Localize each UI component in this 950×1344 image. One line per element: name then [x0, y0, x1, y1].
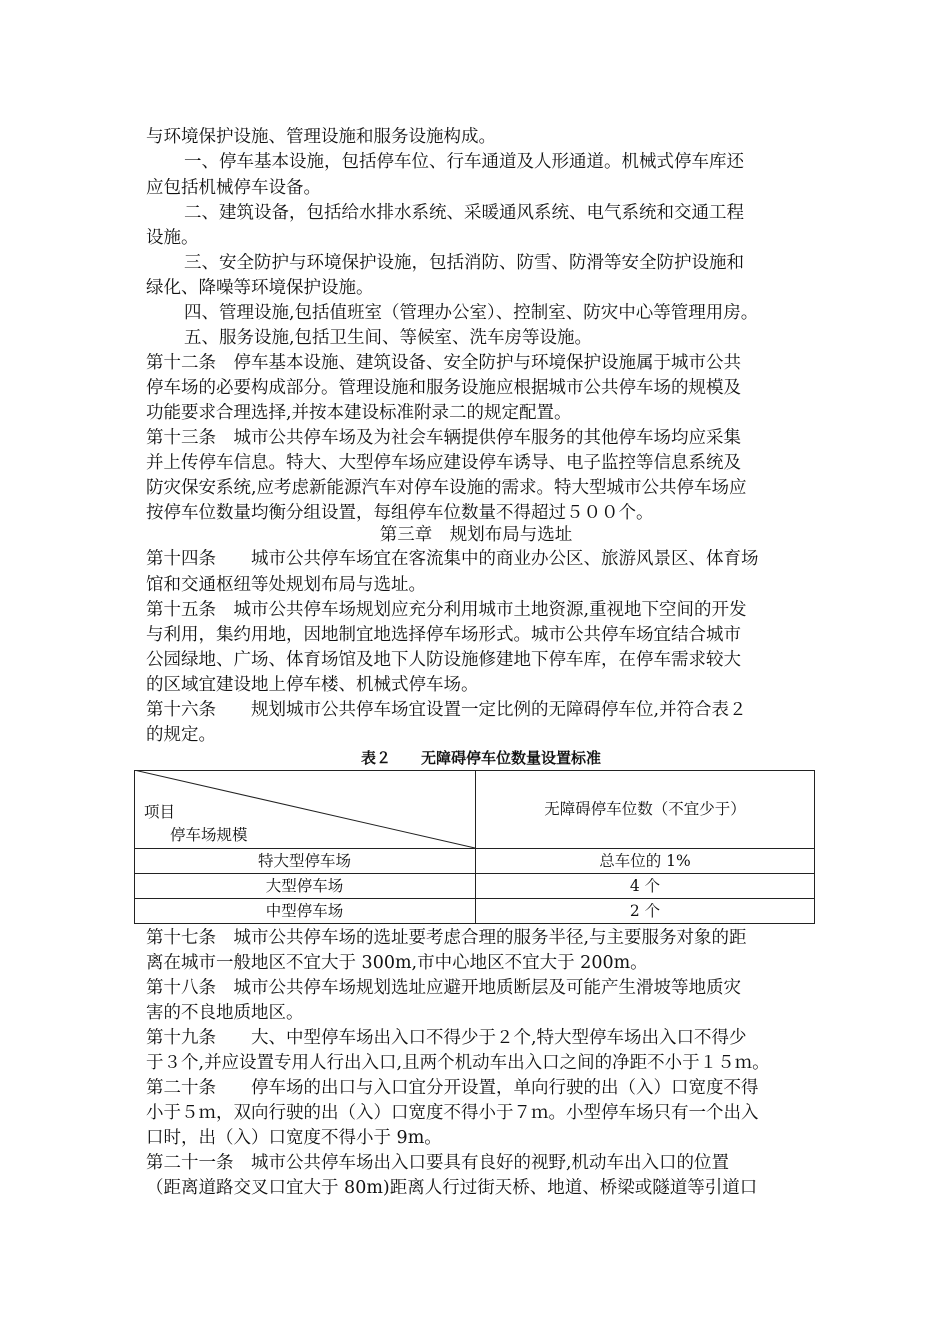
article-19-line: 第十九条 大、中型停车场出入口不得少于２个,特大型停车场出入口不得少 — [146, 1028, 747, 1048]
text-line: 小于５ｍ，双向行驶的出（入）口宽度不得小于７ｍ。小型停车场只有一个出入 — [146, 1103, 759, 1123]
text-line: 四、管理设施,包括值班室（管理办公室）、控制室、防灾中心等管理用房。 — [184, 303, 759, 323]
text-line: 与利用，集约用地，因地制宜地选择停车场形式。城市公共停车场宜结合城市 — [146, 625, 741, 645]
article-18-line: 第十八条 城市公共停车场规划选址应避开地质断层及可能产生滑坡等地质灾 — [146, 978, 741, 998]
text-line: 设施。 — [146, 228, 199, 248]
accessible-parking-table — [134, 770, 815, 924]
text-line: 于３个,并应设置专用人行出入口,且两个机动车出入口之间的净距不小于１５ｍ。 — [146, 1053, 770, 1073]
text-line: 绿化、降噪等环境保护设施。 — [146, 278, 374, 298]
table-cell-scale: 特大型停车场 — [257, 852, 351, 870]
article-15-line: 第十五条 城市公共停车场规划应充分利用城市土地资源,重视地下空间的开发 — [146, 600, 747, 620]
header-scale-label: 停车场规模 — [170, 826, 248, 844]
article-14-line: 第十四条 城市公共停车场宜在客流集中的商业办公区、旅游风景区、体育场 — [146, 549, 759, 569]
text-line: 的规定。 — [146, 725, 216, 745]
text-line: 功能要求合理选择,并按本建设标准附录二的规定配置。 — [146, 403, 572, 423]
table-border — [814, 770, 815, 924]
article-17-line: 第十七条 城市公共停车场的选址要考虑合理的服务半径,与主要服务对象的距 — [146, 928, 747, 948]
text-line: 害的不良地质地区。 — [146, 1003, 304, 1023]
table-caption: 表２ 无障碍停车位数量设置标准 — [360, 749, 601, 767]
text-line: 与环境保护设施、管理设施和服务设施构成。 — [146, 127, 496, 147]
text-line: 并上传停车信息。特大、大型停车场应建设停车诱导、电子监控等信息系统及 — [146, 453, 741, 473]
text-line: 口时，出（入）口宽度不得小于 9m。 — [146, 1128, 442, 1148]
article-13-line: 第十三条 城市公共停车场及为社会车辆提供停车服务的其他停车场均应采集 — [146, 428, 741, 448]
table-cell-scale: 大型停车场 — [265, 877, 344, 895]
text-line: 三、安全防护与环境保护设施，包括消防、防雪、防滑等安全防护设施和 — [184, 253, 744, 273]
text-line: 应包括机械停车设备。 — [146, 178, 321, 198]
table-cell-scale: 中型停车场 — [265, 902, 344, 920]
text-line: 停车场的必要构成部分。管理设施和服务设施应根据城市公共停车场的规模及 — [146, 378, 741, 398]
table-cell-count: 4 个 — [629, 877, 661, 895]
article-16-line: 第十六条 规划城市公共停车场宜设置一定比例的无障碍停车位,并符合表２ — [146, 700, 747, 720]
article-21-line: 第二十一条 城市公共停车场出入口要具有良好的视野,机动车出入口的位置 — [146, 1153, 730, 1173]
text-line: 二、建筑设备，包括给水排水系统、采暖通风系统、电气系统和交通工程 — [184, 203, 744, 223]
article-20-line: 第二十条 停车场的出口与入口宜分开设置，单向行驶的出（入）口宽度不得 — [146, 1078, 759, 1098]
text-line: （距离道路交叉口宜大于 80m)距离人行过街天桥、地道、桥梁或隧道等引道口 — [146, 1178, 758, 1198]
text-line: 的区域宜建设地上停车楼、机械式停车场。 — [146, 675, 479, 695]
text-line: 离在城市一般地区不宜大于 300m,市中心地区不宜大于 200m。 — [146, 953, 648, 973]
text-line: 防灾保安系统,应考虑新能源汽车对停车设施的需求。特大型城市公共停车场应 — [146, 478, 747, 498]
table-cell-count: 2 个 — [629, 902, 661, 920]
text-line: 按停车位数量均衡分组设置，每组停车位数量不得超过５００个。 — [146, 503, 654, 523]
text-line: 五、服务设施,包括卫生间、等候室、洗车房等设施。 — [184, 328, 593, 348]
text-line: 一、停车基本设施，包括停车位、行车通道及人形通道。机械式停车库还 — [184, 152, 744, 172]
header-item-label: 项目 — [144, 803, 176, 821]
text-line: 公园绿地、广场、体育场馆及地下人防设施修建地下停车库，在停车需求较大 — [146, 650, 741, 670]
chapter-heading: 第三章 规划布局与选址 — [379, 525, 573, 545]
header-count-label: 无障碍停车位数（不宜少于） — [544, 800, 746, 818]
article-12-line: 第十二条 停车基本设施、建筑设备、安全防护与环境保护设施属于城市公共 — [146, 353, 741, 373]
text-line: 馆和交通枢纽等处规划布局与选址。 — [146, 575, 426, 595]
table-cell-count: 总车位的 1% — [599, 852, 691, 870]
